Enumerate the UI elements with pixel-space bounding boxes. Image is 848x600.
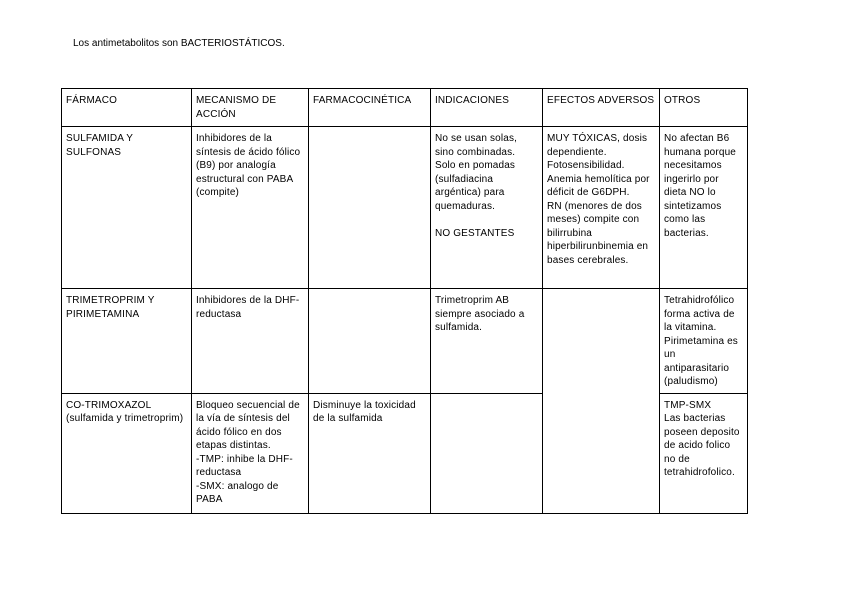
cell-mecanismo: Inhibidores de la síntesis de ácido fólico (B9) por analogía estructural con PABA (compite)	[192, 127, 309, 289]
table-row	[62, 127, 748, 289]
cell-farmacocinetica: Disminuye la toxicidad de la sulfamida	[309, 393, 431, 513]
intro-text: Los antimetabolitos son BACTERIOSTÁTICOS.	[73, 38, 285, 49]
cell-efectos-empty	[543, 289, 660, 514]
cell-indicaciones: No se usan solas, sino combinadas. Solo en pomadas (sulfadiacina argéntica) para quemaduras. NO GESTANTES	[431, 127, 543, 289]
cell-otros: Tetrahidrofólico forma activa de la vitamina. Pirimetamina es un antiparasitario (paludismo)	[660, 289, 748, 394]
cell-efectos: MUY TÓXICAS, dosis dependiente. Fotosensibilidad. Anemia hemolítica por déficit de G6DPH. RN (menores de dos meses) compite con bilirrubina hiperbilirunbinemia en bases cerebrales.	[543, 127, 660, 289]
cell-otros: TMP-SMX Las bacterias poseen deposito de acido folico no de tetrahidrofolico.	[660, 393, 748, 513]
cell-mecanismo: Inhibidores de la DHF-reductasa	[192, 289, 309, 394]
cell-farmaco: TRIMETROPRIM Y PIRIMETAMINA	[62, 289, 192, 394]
cell-farmacocinetica	[309, 127, 431, 289]
cell-otros: No afectan B6 humana porque necesitamos ingerirlo por dieta NO lo sintetizamos como las bacterias.	[660, 127, 748, 289]
cell-mecanismo: Bloqueo secuencial de la vía de síntesis del ácido fólico en dos etapas distintas. -TMP: inhibe la DHF-reductasa -SMX: analogo de PABA	[192, 393, 309, 513]
header-mecanismo: MECANISMO DE ACCIÓN	[192, 89, 309, 127]
cell-farmaco: CO-TRIMOXAZOL (sulfamida y trimetroprim)	[62, 393, 192, 513]
header-otros: OTROS	[660, 89, 748, 127]
table-header-row	[62, 89, 748, 127]
header-farmaco: FÁRMACO	[62, 89, 192, 127]
cell-indicaciones	[431, 393, 543, 513]
header-indicaciones: INDICACIONES	[431, 89, 543, 127]
drugs-table	[61, 88, 748, 514]
cell-farmacocinetica	[309, 289, 431, 394]
cell-farmaco: SULFAMIDA Y SULFONAS	[62, 127, 192, 289]
header-efectos: EFECTOS ADVERSOS	[543, 89, 660, 127]
header-farmacocinetica: FARMACOCINÉTICA	[309, 89, 431, 127]
cell-indicaciones: Trimetroprim AB siempre asociado a sulfamida.	[431, 289, 543, 394]
table-row	[62, 289, 748, 394]
